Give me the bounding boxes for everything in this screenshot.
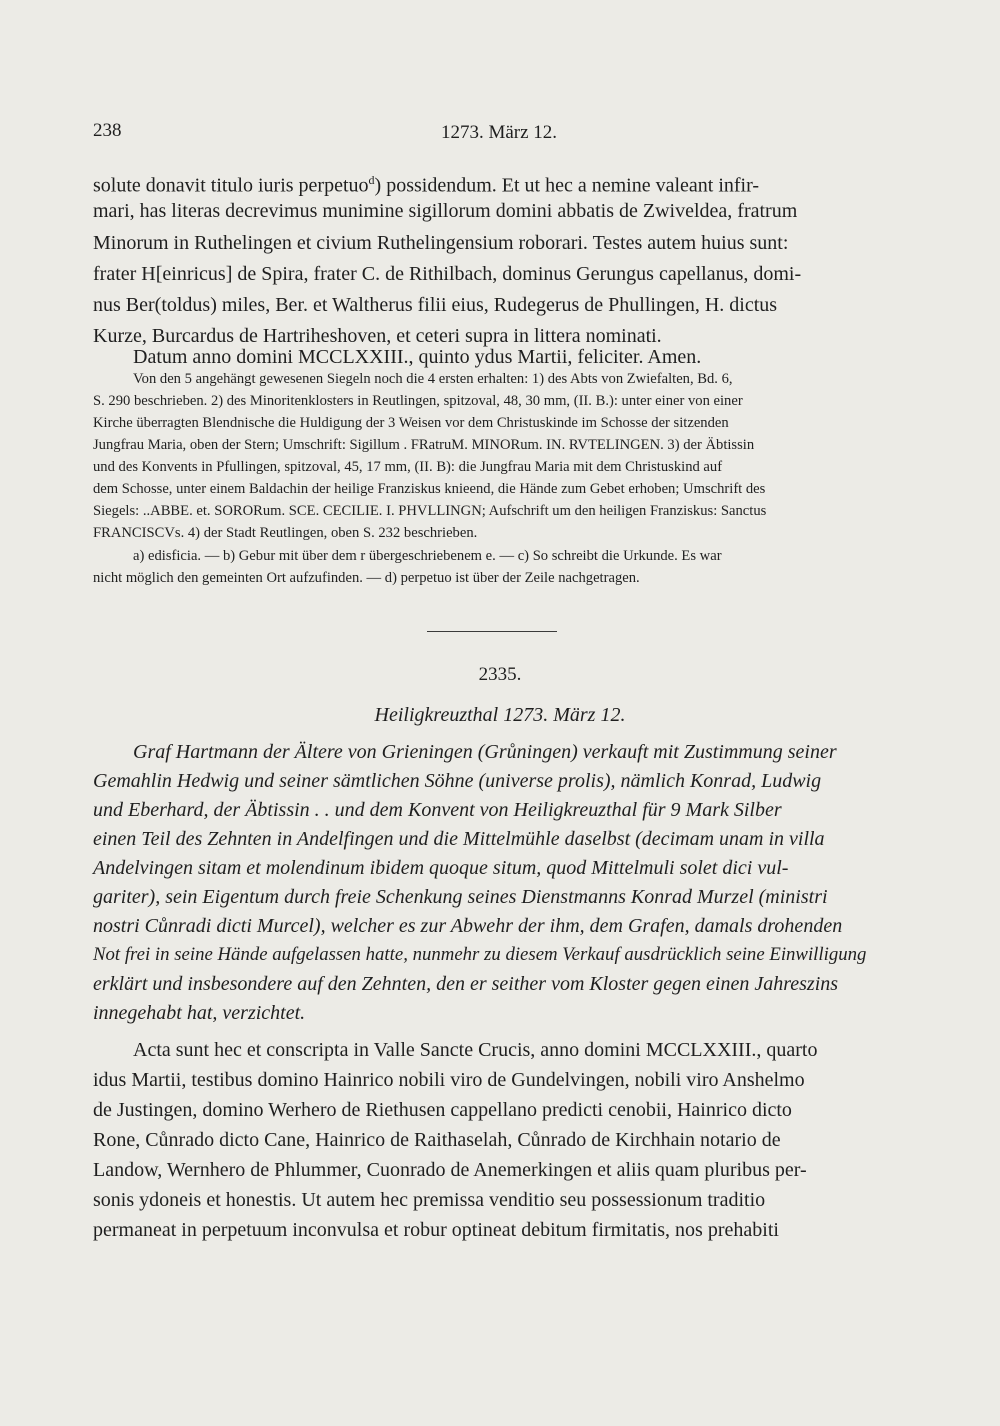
note-line: FRANCISCVs. 4) der Stadt Reutlingen, oben S. 232 beschrieben. (93, 525, 478, 541)
text-line: Landow, Wernhero de Phlummer, Cuonrado de Anemerkingen et aliis quam pluribus per- (93, 1159, 807, 1181)
running-title: 1273. März 12. (440, 122, 558, 143)
abstract-line: Not frei in seine Hände aufgelassen hatte, nunmehr zu diesem Verkauf ausdrücklich seine Einwilligung (93, 944, 867, 965)
note-line: und des Konvents in Pfullingen, spitzoval, 45, 17 mm, (II. B): die Jungfrau Maria mit dem Christuskind auf (93, 459, 723, 475)
text-line: de Justingen, domino Werhero de Riethusen cappellano predicti cenobii, Hainrico dicto (93, 1099, 792, 1121)
abstract-line: innegehabt hat, verzichtet. (93, 1002, 306, 1024)
abstract-line: Andelvingen sitam et molendinum ibidem quoque situm, quod Mittelmuli solet dici vul- (93, 857, 789, 879)
abstract-line: gariter), sein Eigentum durch freie Schenkung seines Dienstmanns Konrad Murzel (ministri (93, 886, 828, 908)
text-line: Kurze, Burcardus de Hartriheshoven, et ceteri supra in littera nominati. (93, 325, 662, 347)
text-line: Acta sunt hec et conscripta in Valle Sancte Crucis, anno domini MCCLXXIII., quarto (133, 1039, 818, 1061)
section-separator (427, 631, 557, 632)
note-line: S. 290 beschrieben. 2) des Minoritenklosters in Reutlingen, spitzoval, 48, 30 mm, (II. B.): unter einer von einer (93, 393, 743, 409)
text-line: Minorum in Ruthelingen et civium Ruthelingensium roborari. Testes autem huius sunt: (93, 232, 789, 254)
abstract-line: erklärt und insbesondere auf den Zehnten, den er seither vom Kloster gegen einen Jahreszins (93, 973, 839, 995)
text-line: frater H[einricus] de Spira, frater C. de Rithilbach, dominus Gerungus capellanus, domi- (93, 263, 802, 285)
document-number: 2335. (478, 664, 522, 685)
text-line: Rone, Cůnrado dicto Cane, Hainrico de Raithaselah, Cůnrado de Kirchhain notario de (93, 1129, 781, 1151)
text-line: Datum anno domini MCCLXXIII., quinto ydus Martii, feliciter. Amen. (133, 346, 702, 368)
note-line: nicht möglich den gemeinten Ort aufzufinden. — d) perpetuo ist über der Zeile nachgetragen. (93, 570, 640, 586)
note-line: Von den 5 angehängt gewesenen Siegeln noch die 4 ersten erhalten: 1) des Abts von Zwiefalten, Bd. 6, (133, 371, 733, 387)
text-line: nus Ber(toldus) miles, Ber. et Waltherus filii eius, Rudegerus de Phullingen, H. dictus (93, 294, 778, 316)
note-line: Jungfrau Maria, oben der Stern; Umschrift: Sigillum . FRatruM. MINORum. IN. RVTELINGEN. 3) der Äbtissin (93, 437, 755, 453)
note-line: dem Schosse, unter einem Baldachin der heilige Franziskus knieend, die Hände zum Gebet erhoben; Umschrift des (93, 481, 766, 497)
text-line: permaneat in perpetuum inconvulsa et robur optineat debitum firmitatis, nos prehabiti (93, 1219, 779, 1241)
note-line: Kirche überragten Blendnische die Huldigung der 3 Weisen vor dem Christuskinde im Schosse der sitzenden (93, 415, 729, 431)
abstract-line: Graf Hartmann der Ältere von Grieningen (Grůningen) verkauft mit Zustimmung seiner (133, 741, 837, 763)
text-line: idus Martii, testibus domino Hainrico nobili viro de Gundelvingen, nobili viro Anshelmo (93, 1069, 805, 1091)
document-heading: Heiligkreuzthal 1273. März 12. (374, 704, 626, 726)
running-head (93, 120, 905, 150)
abstract-line: und Eberhard, der Äbtissin . . und dem Konvent von Heiligkreuzthal für 9 Mark Silber (93, 799, 782, 821)
abstract-line: einen Teil des Zehnten in Andelfingen und die Mittelmühle daselbst (decimam unam in villa (93, 828, 825, 850)
text-fragment: solute donavit titulo iuris perpetuo (93, 174, 369, 197)
note-line: Siegels: ..ABBE. et. SORORum. SCE. CECILIE. I. PHVLLINGN; Aufschrift um den heiligen Franziskus: Sanctus (93, 503, 767, 519)
text-line: sonis ydoneis et honestis. Ut autem hec premissa venditio seu possessionum traditio (93, 1189, 766, 1211)
abstract-line: Gemahlin Hedwig und seiner sämtlichen Söhne (universe prolis), nämlich Konrad, Ludwig (93, 770, 822, 792)
page-number: 238 (93, 120, 122, 141)
note-line: a) edisficia. — b) Gebur mit über dem r übergeschriebenem e. — c) So schreibt die Urkunde. Es war (133, 548, 722, 564)
text-fragment: ) possidendum. Et ut hec a nemine valeant infir- (374, 174, 760, 197)
text-line: mari, has literas decrevimus munimine sigillorum domini abbatis de Zwiveldea, fratrum (93, 200, 798, 222)
abstract-line: nostri Cůnradi dicti Murcel), welcher es zur Abwehr der ihm, dem Grafen, damals drohenden (93, 915, 843, 937)
footnote-marker: d (368, 173, 375, 187)
